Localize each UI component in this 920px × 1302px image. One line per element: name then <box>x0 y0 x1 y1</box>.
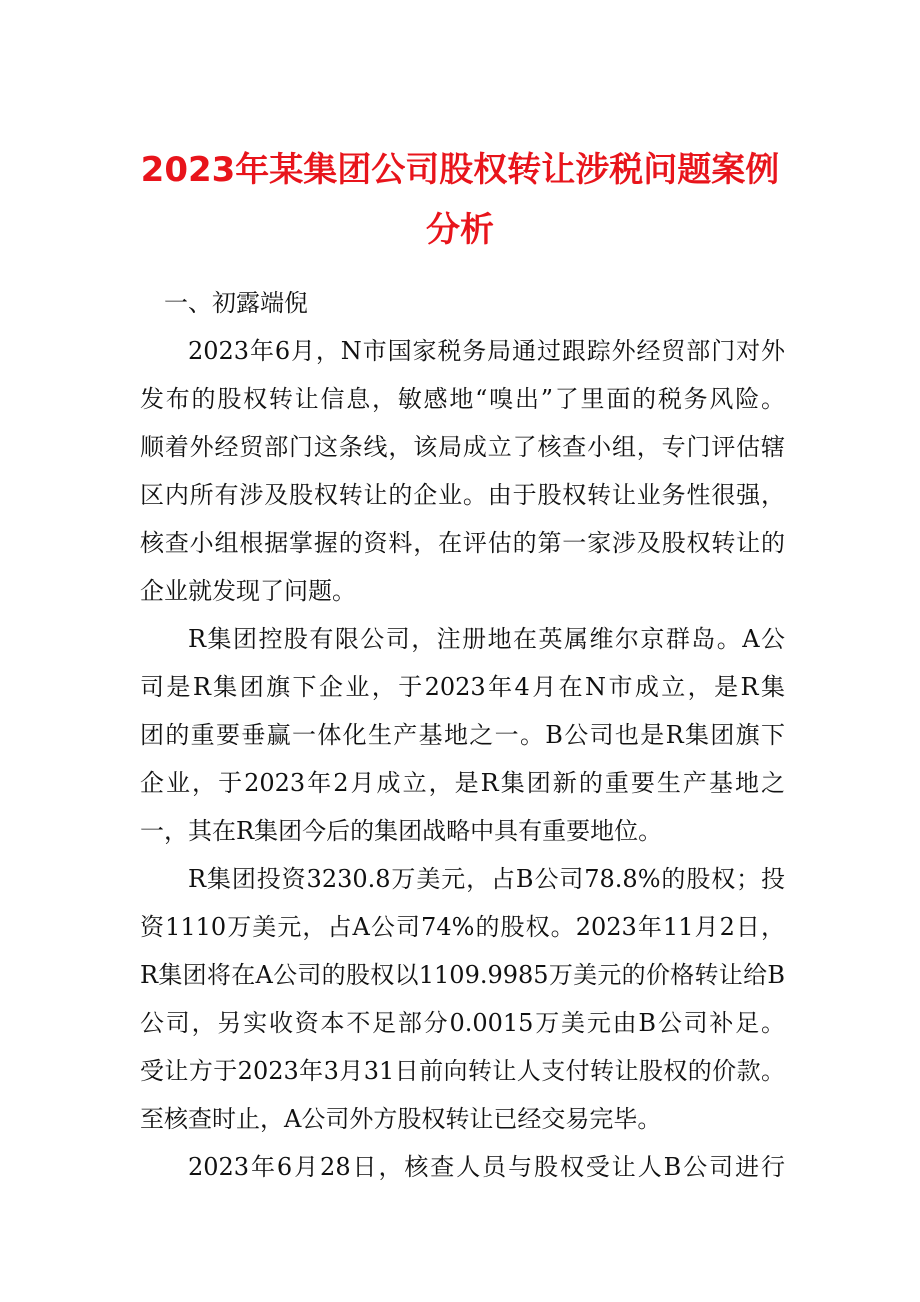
document-body <box>140 279 785 1191</box>
paragraph-line: 一，其在R集团今后的集团战略中具有重要地位。 <box>140 817 663 845</box>
paragraph-line: 2023年6月28日，核查人员与股权受让人B公司进行 <box>188 1153 785 1181</box>
paragraph-line: 发布的股权转让信息，敏感地“嗅出”了里面的税务风险。 <box>140 385 785 413</box>
paragraph-line: 团的重要垂赢一体化生产基地之一。B公司也是R集团旗下 <box>140 721 785 749</box>
paragraph-line: 公司，另实收资本不足部分0.0015万美元由B公司补足。 <box>140 1009 785 1037</box>
paragraph-line: 企业，于2023年2月成立，是R集团新的重要生产基地之 <box>140 769 785 797</box>
paragraph-line: R集团投资3230.8万美元，占B公司78.8%的股权；投 <box>188 865 785 893</box>
section-heading: 一、初露端倪 <box>164 289 308 317</box>
paragraph-line: 核查小组根据掌握的资料，在评估的第一家涉及股权转让的 <box>140 529 785 557</box>
paragraph-3 <box>140 855 785 1143</box>
title-line-1: 2023年某集团公司股权转让涉税问题案例 <box>140 150 780 190</box>
paragraph-line: R集团控股有限公司，注册地在英属维尔京群岛。A公 <box>188 625 785 653</box>
document-title <box>140 140 780 260</box>
paragraph-line: 企业就发现了问题。 <box>140 577 356 605</box>
paragraph-2 <box>140 615 785 855</box>
paragraph-line: 顺着外经贸部门这条线，该局成立了核查小组，专门评估辖 <box>140 433 785 461</box>
paragraph-line: 资1110万美元，占A公司74%的股权。2023年11月2日， <box>140 913 785 941</box>
paragraph-line: 受让方于2023年3月31日前向转让人支付转让股权的价款。 <box>140 1057 785 1085</box>
title-line-2: 分析 <box>426 210 494 250</box>
paragraph-line: R集团将在A公司的股权以1109.9985万美元的价格转让给B <box>140 961 785 989</box>
paragraph-line: 区内所有涉及股权转让的企业。由于股权转让业务性很强， <box>140 481 785 509</box>
paragraph-1 <box>140 327 785 615</box>
paragraph-line: 司是R集团旗下企业，于2023年4月在N市成立，是R集 <box>140 673 785 701</box>
paragraph-4 <box>140 1143 785 1191</box>
paragraph-line: 2023年6月，N市国家税务局通过跟踪外经贸部门对外 <box>188 337 785 365</box>
paragraph-line: 至核查时止，A公司外方股权转让已经交易完毕。 <box>140 1105 662 1133</box>
